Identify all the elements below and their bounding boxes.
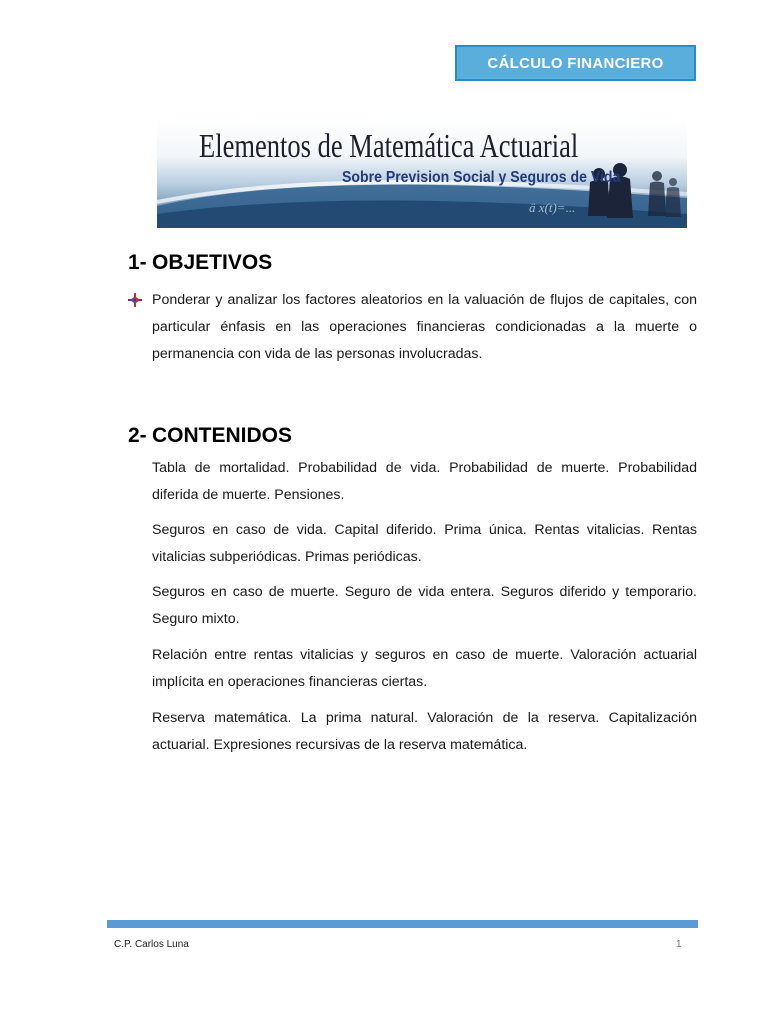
contenidos-paragraph: Tabla de mortalidad. Probabilidad de vida. Probabilidad de muerte. Probabilidad diferida de muerte. Pensiones.	[152, 460, 697, 503]
banner-subtitle: Sobre Prevision Social y Seguros de Vida	[342, 169, 621, 186]
contenidos-paragraph: Relación entre rentas vitalicias y seguros en caso de muerte. Valoración actuarial implícita en operaciones financieras ciertas.	[152, 647, 697, 690]
contenidos-paragraph: Seguros en caso de muerte. Seguro de vida entera. Seguros diferido y temporario. Seguro mixto.	[152, 584, 697, 627]
banner-image	[157, 118, 687, 228]
arrow-bullet-icon	[128, 293, 142, 307]
section-number: 2-	[128, 424, 147, 447]
banner-title: Elementos de Matemática Actuarial	[199, 128, 579, 165]
objetivos-text: Ponderar y analizar los factores aleatorios en la valuación de flujos de capitales, con particular énfasis en las operaciones financieras condicionadas a la muerte o permanencia con vida de las personas involucradas.	[152, 292, 697, 362]
section-number: 1-	[128, 251, 147, 274]
section-title-contenidos	[128, 424, 292, 448]
page-number: 1	[676, 939, 682, 950]
header-badge: CÁLCULO FINANCIERO	[455, 45, 696, 81]
section-heading: OBJETIVOS	[152, 251, 273, 274]
contenidos-paragraph: Seguros en caso de vida. Capital diferido. Prima única. Rentas vitalicias. Rentas vitalicias subperiódicas. Primas periódicas.	[152, 522, 697, 565]
footer-author: C.P. Carlos Luna	[114, 939, 189, 950]
svg-text:ä x(t)=...: ä x(t)=...	[529, 200, 576, 215]
contenidos-paragraph: Reserva matemática. La prima natural. Valoración de la reserva. Capitalización actuarial. Expresiones recursivas de la reserva matemática.	[152, 710, 697, 753]
footer-divider	[107, 920, 698, 928]
section-title-objetivos	[128, 251, 272, 275]
section-heading: CONTENIDOS	[152, 424, 293, 447]
